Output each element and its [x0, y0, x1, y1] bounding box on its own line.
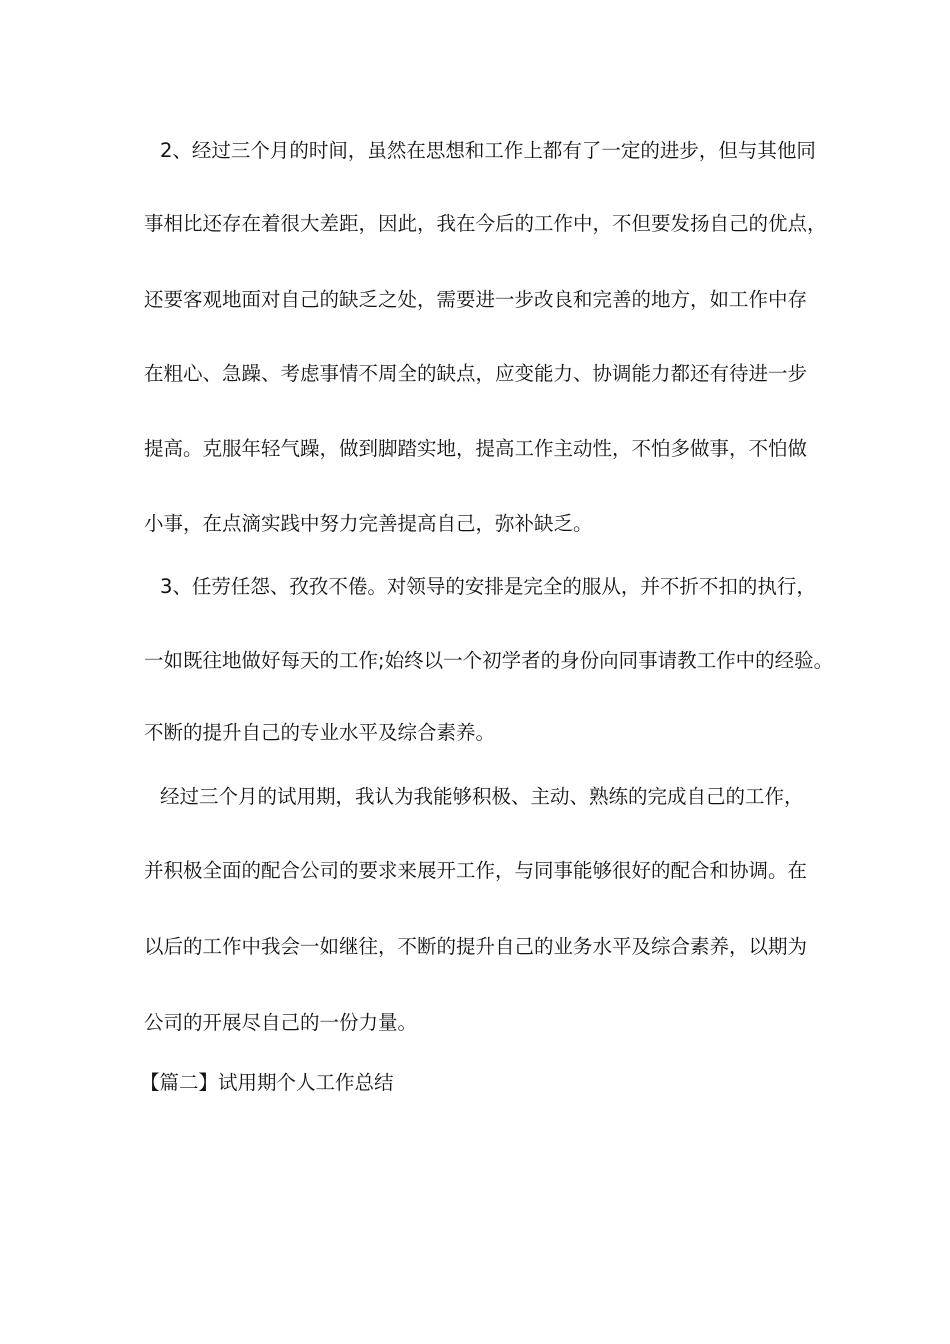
paragraph-line: 不断的提升自己的专业水平及综合素养。: [144, 721, 496, 744]
paragraph-line: 经过三个月的试用期，我认为我能够积极、主动、熟练的完成自己的工作，: [160, 785, 804, 808]
paragraph-line: 2、经过三个月的时间，虽然在思想和工作上都有了一定的进步，但与其他同: [160, 139, 816, 162]
paragraph-line: 还要客观地面对自己的缺乏之处，需要进一步改良和完善的地方，如工作中存: [144, 288, 808, 311]
paragraph-line: 并积极全面的配合公司的要求来展开工作，与同事能够很好的配合和协调。在: [144, 859, 808, 882]
section-heading: 【篇二】试用期个人工作总结: [140, 1071, 394, 1094]
paragraph-line: 一如既往地做好每天的工作;始终以一个初学者的身份向同事请教工作中的经验。: [144, 649, 834, 672]
paragraph-line: 事相比还存在着很大差距，因此，我在今后的工作中，不但要发扬自己的优点，: [144, 212, 827, 235]
paragraph-line: 以后的工作中我会一如继往，不断的提升自己的业务水平及综合素养，以期为: [144, 935, 808, 958]
paragraph-line: 公司的开展尽自己的一份力量。: [144, 1011, 418, 1034]
paragraph-line: 小事，在点滴实践中努力完善提高自己，弥补缺乏。: [144, 512, 593, 535]
paragraph-line: 提高。克服年轻气躁，做到脚踏实地，提高工作主动性，不怕多做事，不怕做: [144, 437, 808, 460]
paragraph-line: 3、任劳任怨、孜孜不倦。对领导的安排是完全的服从，并不折不扣的执行，: [160, 575, 816, 598]
paragraph-line: 在粗心、急躁、考虑事情不周全的缺点，应变能力、协调能力都还有待进一步: [144, 362, 808, 385]
